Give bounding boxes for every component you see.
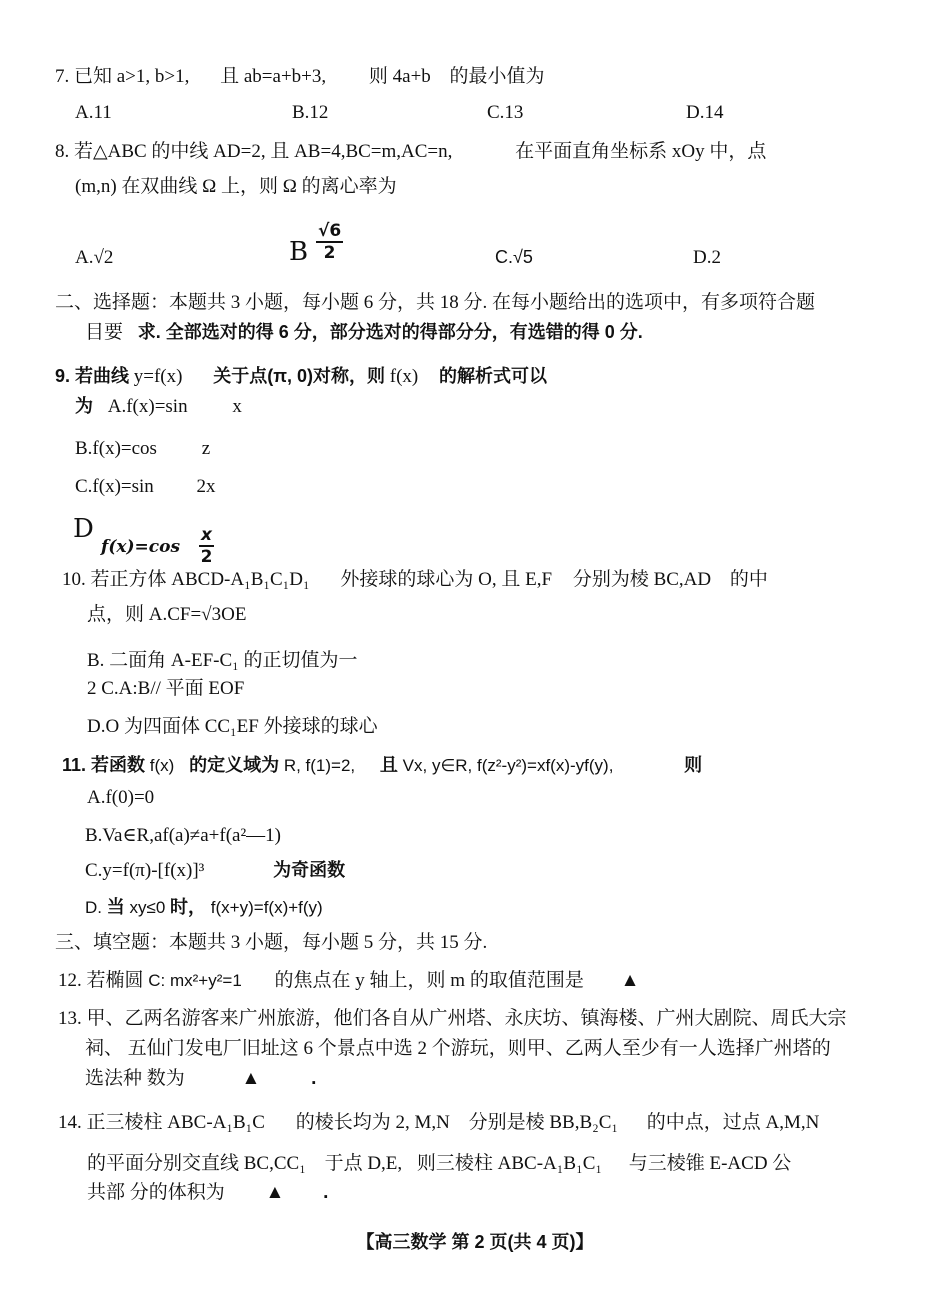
q9-stem-part: y=f(x)	[133, 366, 183, 387]
q7-stem-part: 且 ab=a+b+3,	[220, 66, 327, 87]
q13-stem-line2: 祠、 五仙门发电厂旧址这 6 个景点中选 2 个游玩，则甲、乙两人至少有一人选择广州塔的	[85, 1038, 831, 1059]
q11-stem-part: 则	[684, 755, 703, 775]
q11-option-d-text: 时，	[170, 897, 207, 917]
section-2-text: 目要	[85, 322, 124, 343]
q8-option-c: C.√5	[495, 247, 533, 267]
q7-option-a: A.11	[75, 102, 112, 123]
q11-stem-part: f(x)	[149, 756, 175, 775]
q11-stem-part: 且	[379, 755, 398, 775]
q12-stem-part: 12. 若椭圆	[58, 970, 144, 991]
q14-stem-part: 的中点，过点 A,M,N	[646, 1112, 820, 1133]
q14-answer-blank: ▲	[265, 1182, 285, 1203]
q9-stem-part: 9. 若曲线	[55, 366, 130, 386]
q9-option-c-line	[75, 476, 216, 499]
q8-option-b-letter: B	[289, 237, 309, 267]
q10-stem-part: 分别为棱 BC,AD	[572, 569, 712, 590]
q14-stem-line2	[87, 1153, 791, 1176]
q8-option-b-denominator: 2	[323, 243, 336, 263]
q14-text: 于点 D,E,	[324, 1153, 403, 1174]
q9-stem-part: f(x)	[389, 366, 419, 387]
q14-dot: .	[323, 1182, 329, 1203]
q9-option-d-letter: D	[73, 514, 94, 544]
q13-stem: 13. 甲、乙两名游客来广州旅游，他们各自从广州塔、永庆坊、镇海楼、广州大剧院、周氏大宗	[58, 1008, 847, 1029]
q9-stem-part: 关于点(π, 0)对称，则	[213, 366, 386, 386]
q11-stem-part: R, f(1)=2,	[283, 756, 356, 775]
q8-option-d: D.2	[693, 247, 721, 268]
q10-stem-part: 外接球的球心为 O, 且 E,F	[340, 569, 553, 590]
q10-option-c-line: 2 C.A:B// 平面 EOF	[87, 678, 245, 699]
q9-option-c: C.f(x)=sin	[75, 476, 154, 497]
q9-option-b-var: z	[201, 438, 211, 459]
q7-stem-part: 则 4a+b	[368, 66, 431, 87]
q9-option-a-line	[75, 396, 242, 419]
q11-stem	[62, 755, 702, 778]
q8-option-b-numerator: √6	[318, 221, 342, 241]
section-3-heading: 三、填空题：本题共 3 小题，每小题 5 分，共 15 分.	[55, 932, 488, 953]
q9-option-d-numerator: x	[201, 525, 212, 545]
q7-option-c: C.13	[487, 102, 524, 123]
q10-option-a-line: 点，则 A.CF=√3OE	[87, 604, 247, 625]
q10-option-b: B. 二面角 A-EF-C₁ 的正切值为一	[87, 650, 358, 671]
q14-stem-part: 分别是棱 BB,B₂C₁	[468, 1112, 619, 1133]
q12-stem-part: 的焦点在 y 轴上，则 m 的取值范围是	[274, 970, 584, 991]
q8-stem-line2: (m,n) 在双曲线 Ω 上，则 Ω 的离心率为	[75, 176, 397, 197]
q9-option-a: A.f(x)=sin	[107, 396, 188, 417]
q10-stem	[62, 569, 768, 592]
q11-option-a: A.f(0)=0	[87, 787, 155, 808]
q9-text: 为	[75, 396, 93, 416]
q11-stem-part: 的定义域为	[189, 755, 280, 775]
page-footer: 【高三数学 第 2 页(共 4 页)】	[356, 1232, 594, 1252]
q14-stem-line3	[87, 1182, 328, 1205]
q9-option-d-fraction	[199, 527, 214, 566]
q14-stem-part: 14. 正三棱柱 ABC-A₁B₁C	[58, 1112, 265, 1133]
q9-option-d-denominator: 2	[200, 547, 213, 567]
q10-stem-part: 10. 若正方体 ABCD-A₁B₁C₁D₁	[62, 569, 310, 590]
q11-option-d-text: f(x+y)=f(x)+f(y)	[210, 898, 323, 917]
q8-option-b-fraction	[316, 223, 343, 262]
q8-stem	[55, 141, 766, 164]
q7-option-b: B.12	[292, 102, 329, 123]
q13-stem-line3	[85, 1068, 316, 1091]
q9-option-b: B.f(x)=cos	[75, 438, 157, 459]
q13-text: 选法种 数为	[85, 1068, 185, 1089]
q13-dot: .	[311, 1068, 317, 1089]
q13-answer-blank: ▲	[241, 1068, 261, 1089]
q14-stem-part: 的棱长均为 2, M,N	[295, 1112, 450, 1133]
q9-stem	[55, 366, 547, 389]
q11-option-c-line	[85, 860, 345, 883]
q11-option-b: B.Va∈R,af(a)≠a+f(a²—1)	[85, 825, 281, 846]
section-2-heading: 二、选择题：本题共 3 小题，每小题 6 分，共 18 分. 在每小题给出的选项中，有多项符合题	[55, 292, 816, 313]
q9-option-a-var: x	[232, 396, 242, 417]
q9-option-d-expr: f(x)=cos	[101, 537, 181, 557]
q7-stem-part: 7. 已知 a>1, b>1,	[55, 66, 190, 87]
q9-option-b-line	[75, 438, 210, 461]
q14-text: 则三棱柱 ABC-A₁B₁C₁	[416, 1153, 602, 1174]
q8-stem-part: 在平面直角坐标系 xOy 中，点	[515, 141, 767, 162]
q11-option-c: C.y=f(π)-[f(x)]³	[85, 860, 205, 881]
q12-answer-blank: ▲	[620, 970, 640, 991]
section-2-heading-line2	[85, 322, 643, 345]
q7-stem	[55, 66, 545, 89]
q14-stem	[58, 1112, 819, 1135]
q14-text: 共部 分的体积为	[87, 1182, 225, 1203]
q11-option-d-line	[85, 897, 323, 920]
q11-option-c-text: 为奇函数	[273, 860, 346, 880]
q12-stem-part: C: mx²+y²=1	[148, 971, 242, 990]
q12-stem	[58, 970, 639, 993]
q7-option-d: D.14	[686, 102, 724, 123]
q9-stem-part: 的解析式可以	[439, 366, 547, 386]
q8-option-a: A.√2	[75, 247, 114, 268]
q10-stem-part: 的中	[729, 569, 768, 590]
q10-option-d: D.O 为四面体 CC₁EF 外接球的球心	[87, 716, 378, 737]
q14-text: 与三棱锥 E-ACD 公	[628, 1153, 792, 1174]
q14-text: 的平面分别交直线 BC,CC₁	[87, 1153, 306, 1174]
q11-option-d: D.	[85, 898, 102, 917]
q9-option-c-var: 2x	[196, 476, 216, 497]
q11-option-d-text: 当	[106, 897, 125, 917]
q11-stem-part: 11. 若函数	[62, 755, 146, 775]
section-2-text: 求. 全部选对的得 6 分，部分选对的得部分分，有选错的得 0 分.	[137, 322, 643, 342]
q11-option-d-text: xy≤0	[129, 898, 166, 917]
q11-stem-part: Vx, y∈R, f(z²-y²)=xf(x)-yf(y),	[402, 756, 614, 775]
q7-stem-part: 的最小值为	[449, 66, 545, 87]
q8-stem-part: 8. 若△ABC 的中线 AD=2, 且 AB=4,BC=m,AC=n,	[55, 141, 453, 162]
